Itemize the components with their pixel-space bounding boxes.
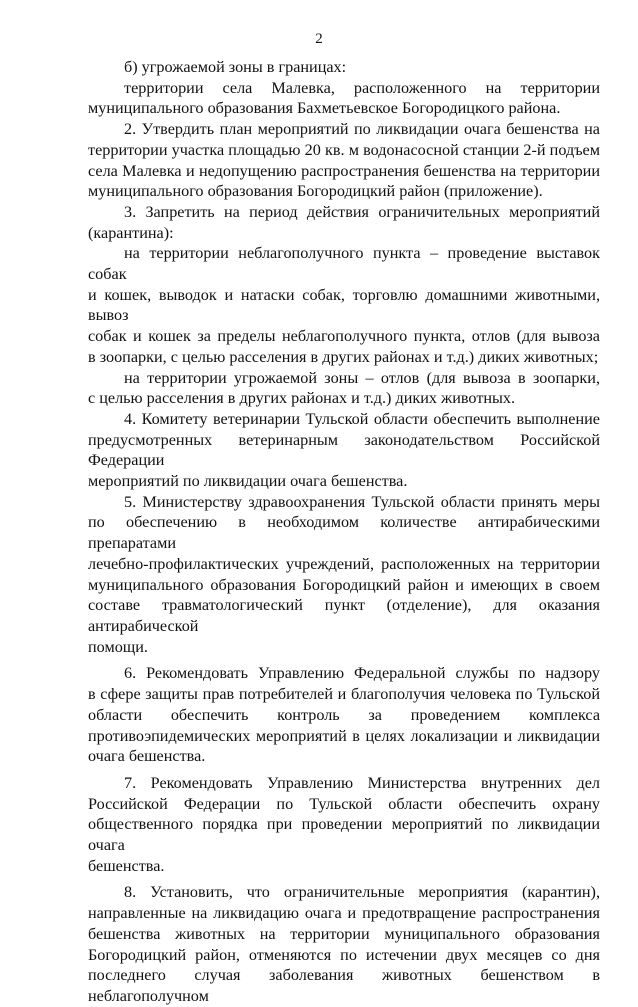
- text-line: 4. Комитету ветеринарии Тульской области обеспечить выполнение: [124, 409, 600, 428]
- text-line: 6. Рекомендовать Управлению Федеральной службы по надзору: [124, 664, 600, 683]
- paragraph-zone-malevka: [88, 78, 600, 119]
- paragraph-item-4: [88, 409, 600, 492]
- paragraph-item-3-a: [88, 243, 600, 367]
- text-line: предусмотренных ветеринарным законодательством Российской Федерации: [88, 430, 600, 470]
- text-line: муниципального образования Богородицкий район и имеющих в своем: [88, 575, 600, 594]
- text-line: 7. Рекомендовать Управлению Министерства внутренних дел: [124, 773, 600, 792]
- text-line: мероприятий по ликвидации очага бешенства.: [88, 472, 408, 491]
- text-line: направленные на ликвидацию очага и предотвращение распространения: [88, 904, 600, 923]
- text-line: 2. Утвердить план мероприятий по ликвидации очага бешенства на: [124, 120, 600, 139]
- text-line: (карантина):: [88, 223, 174, 242]
- page-number: 2: [315, 31, 323, 47]
- text-line: 8. Установить, что ограничительные мероприятия (карантин),: [124, 883, 600, 902]
- text-line: 5. Министерству здравоохранения Тульской области принять меры: [124, 492, 600, 511]
- text-line: муниципального образования Бахметьевское Богородицкого района.: [88, 99, 561, 118]
- text-line: составе травматологический пункт (отделение), для оказания антирабической: [88, 596, 600, 635]
- paragraph-item-3-b: [88, 368, 600, 409]
- text-line: Богородицкий район, отменяются по истечении двух месяцев со дня: [88, 945, 600, 964]
- text-line: муниципального образования Богородицкий район (приложение).: [88, 182, 543, 201]
- text-line: территории села Малевка, расположенного на территории: [124, 78, 600, 97]
- text-line: помощи.: [88, 637, 148, 656]
- text-line: с целью расселения в других районах и т.д.) диких животных.: [88, 389, 516, 408]
- text-line: Российской Федерации по Тульской области обеспечить охрану: [88, 794, 600, 813]
- paragraph-item-7: [88, 773, 600, 877]
- text-line: по обеспечению в необходимом количестве антирабическими препаратами: [88, 513, 600, 553]
- text-line: б) угрожаемой зоны в границах:: [124, 58, 347, 76]
- text-line: очага бешенства.: [88, 747, 206, 766]
- paragraph-item-5: [88, 492, 600, 658]
- document-body: [88, 57, 600, 1007]
- paragraph-item-8: [88, 882, 600, 1006]
- paragraph-item-6: [88, 663, 600, 767]
- text-line: собак и кошек за пределы неблагополучного пункта, отлов (для вывоза: [88, 327, 600, 346]
- text-line: общественного порядка при проведении мероприятий по ликвидации очага: [88, 815, 600, 855]
- text-line: села Малевка и недопущению распространения бешенства на территории: [88, 161, 600, 180]
- text-line: территории участка площадью 20 кв. м водонасосной станции 2-й подъем: [88, 140, 600, 159]
- paragraph-item-3: [88, 202, 600, 243]
- paragraph-zone-heading: [88, 57, 600, 78]
- text-line: на территории угрожаемой зоны – отлов (для вывоза в зоопарки,: [124, 368, 600, 387]
- text-line: в сфере защиты прав потребителей и благополучия человека по Тульской: [88, 685, 600, 704]
- text-line: и кошек, выводок и натаски собак, торговлю домашними животными, вывоз: [88, 285, 600, 325]
- text-line: 3. Запретить на период действия ограничительных мероприятий: [124, 202, 600, 221]
- text-line: последнего случая заболевания животных бешенством в неблагополучном: [88, 966, 600, 1005]
- paragraph-item-2: [88, 119, 600, 202]
- text-line: в зоопарки, с целью расселения в других районах и т.д.) диких животных;: [88, 347, 599, 366]
- text-line: бешенства животных на территории муниципального образования: [88, 924, 600, 943]
- text-line: на территории неблагополучного пункта – проведение выставок собак: [88, 244, 600, 284]
- text-line: противоэпидемических мероприятий в целях локализации и ликвидации: [88, 726, 600, 745]
- text-line: области обеспечить контроль за проведением комплекса: [88, 705, 600, 724]
- text-line: бешенства.: [88, 856, 165, 875]
- text-line: лечебно-профилактических учреждений, расположенных на территории: [88, 554, 600, 573]
